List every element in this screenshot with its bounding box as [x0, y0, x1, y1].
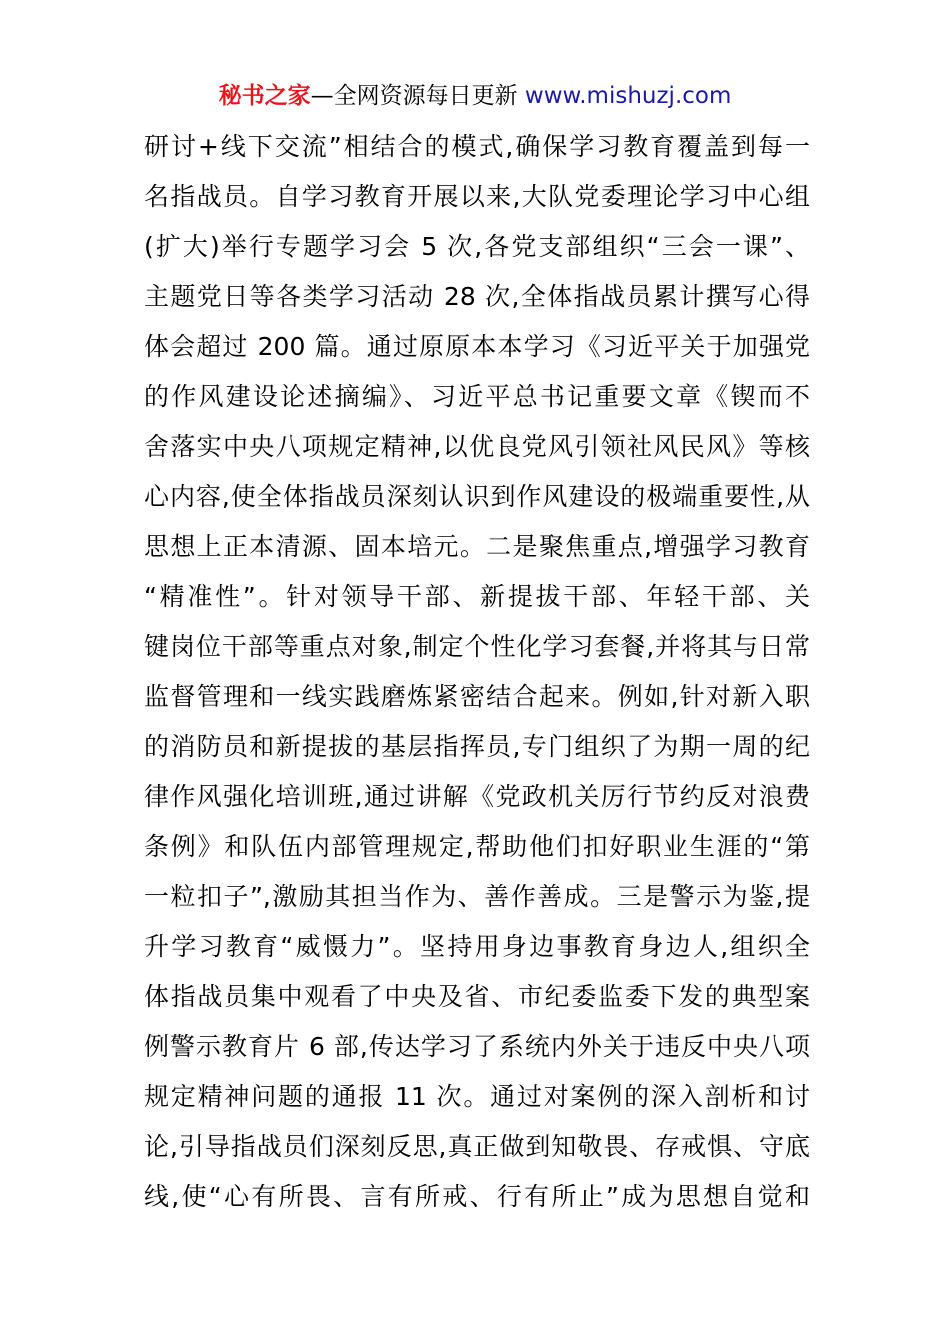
text-line: 舍落实中央八项规定精神,以优良党风引领社风民风》等核 [144, 432, 810, 461]
text-line: 体指战员集中观看了中央及省、市纪委监委下发的典型案 [144, 982, 810, 1011]
text-line: 研讨+线下交流”相结合的模式,确保学习教育覆盖到每一 [144, 132, 810, 161]
text-line: 规定精神问题的通报 11 次。通过对案例的深入剖析和讨 [144, 1082, 810, 1111]
header-url-link[interactable]: www.mishuzj.com [524, 83, 732, 109]
text-line: 律作风强化培训班,通过讲解《党政机关厉行节约反对浪费 [144, 782, 810, 811]
text-line: 条例》和队伍内部管理规定,帮助他们扣好职业生涯的“第 [144, 832, 810, 861]
text-line: 键岗位干部等重点对象,制定个性化学习套餐,并将其与日常 [144, 632, 810, 661]
text-line: 例警示教育片 6 部,传达学习了系统内外关于违反中央八项 [144, 1032, 810, 1061]
text-line: 的消防员和新提拔的基层指挥员,专门组织了为期一周的纪 [144, 732, 810, 761]
text-line: 一粒扣子”,激励其担当作为、善作善成。三是警示为鉴,提 [144, 882, 810, 911]
brand-name: 秘书之家 [218, 83, 311, 109]
header-tagline: —全网资源每日更新 [310, 83, 525, 109]
text-line: 线,使“心有所畏、言有所戒、行有所止”成为思想自觉和 [144, 1182, 810, 1211]
text-line: 心内容,使全体指战员深刻认识到作风建设的极端重要性,从 [144, 482, 810, 511]
text-line: 论,引导指战员们深刻反思,真正做到知敬畏、存戒惧、守底 [144, 1132, 810, 1161]
text-line: 思想上正本清源、固本培元。二是聚焦重点,增强学习教育 [144, 532, 810, 561]
text-line: 主题党日等各类学习活动 28 次,全体指战员累计撰写心得 [144, 282, 810, 311]
body-paragraph [144, 122, 810, 1222]
text-line: 名指战员。自学习教育开展以来,大队党委理论学习中心组 [144, 182, 810, 211]
page-header [0, 80, 950, 112]
text-line: (扩大)举行专题学习会 5 次,各党支部组织“三会一课”、 [144, 232, 810, 261]
text-line: 的作风建设论述摘编》、习近平总书记重要文章《锲而不 [144, 382, 810, 411]
text-line: “精准性”。针对领导干部、新提拔干部、年轻干部、关 [144, 582, 810, 611]
text-line: 监督管理和一线实践磨炼紧密结合起来。例如,针对新入职 [144, 682, 810, 711]
text-line: 升学习教育“威慑力”。坚持用身边事教育身边人,组织全 [144, 932, 810, 961]
text-line: 体会超过 200 篇。通过原原本本学习《习近平关于加强党 [144, 332, 810, 361]
